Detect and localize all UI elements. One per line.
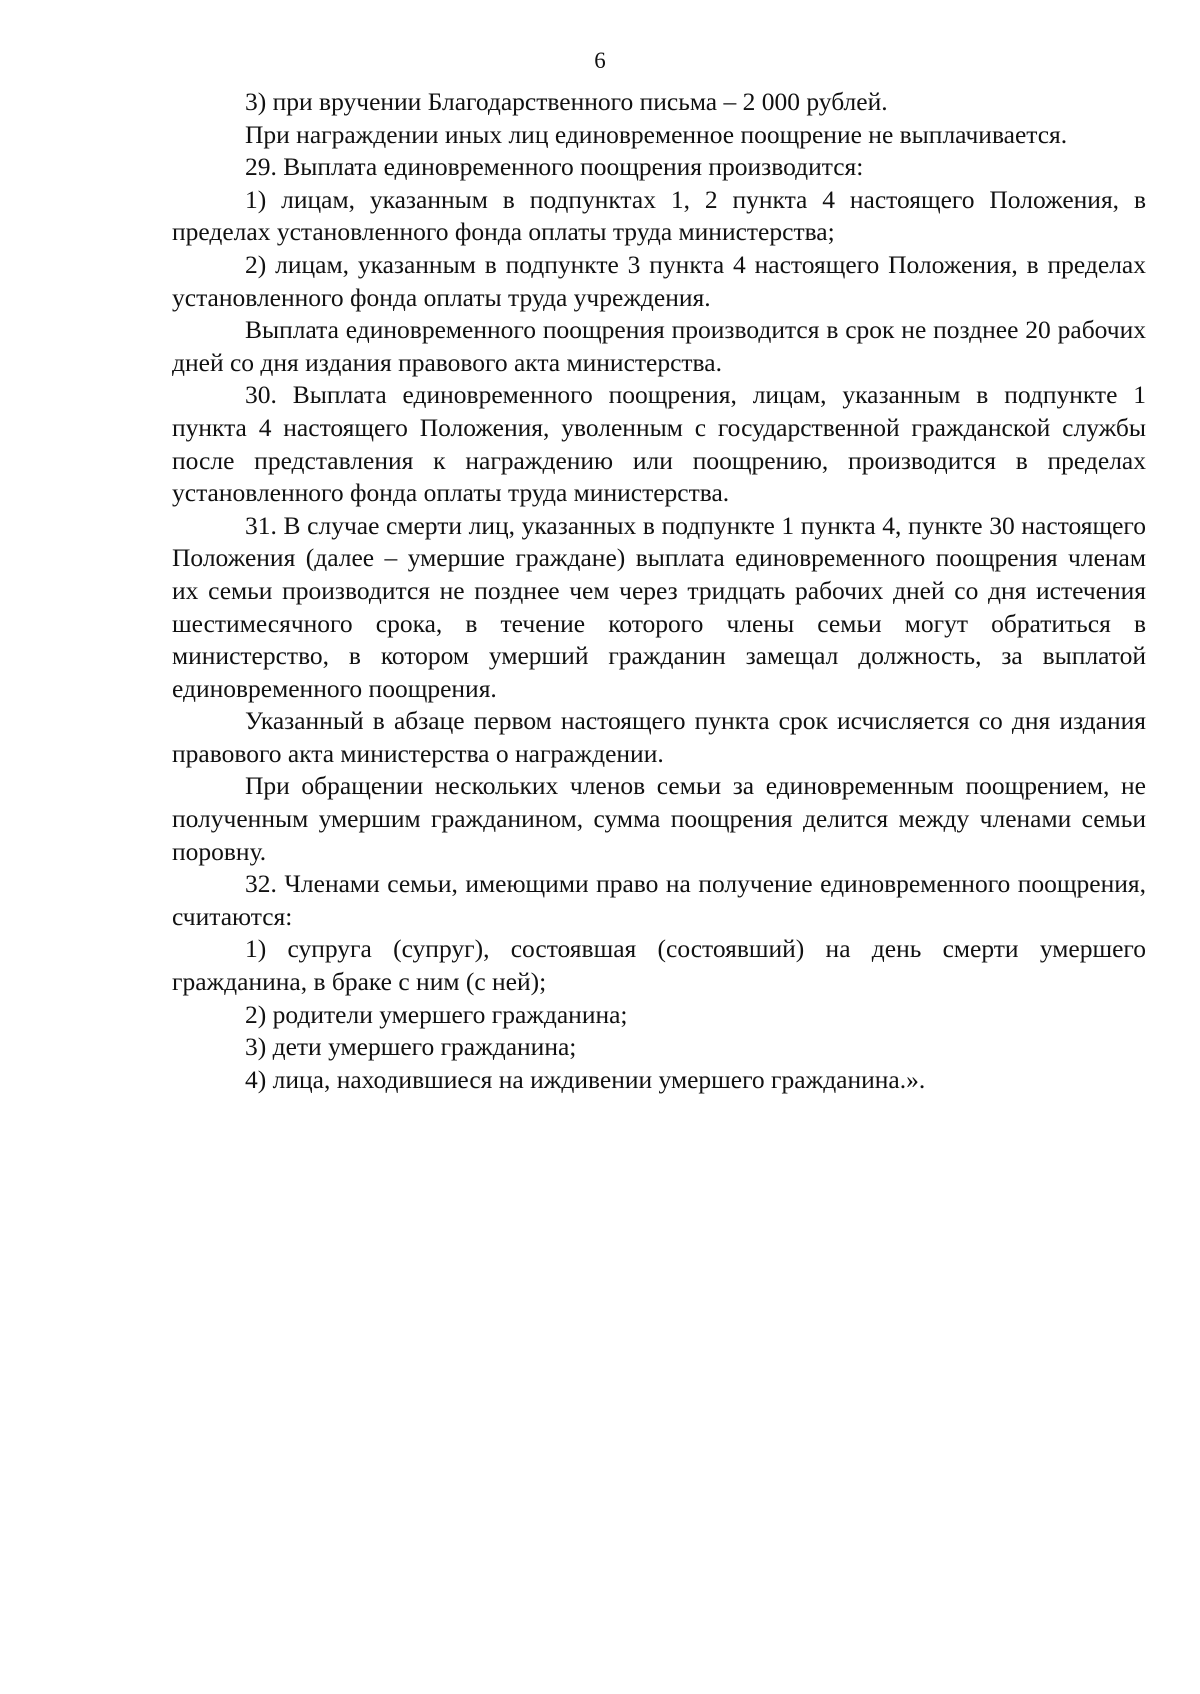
paragraph-other-persons: При награждении иных лиц единовременное поощрение не выплачивается. xyxy=(245,119,1068,149)
paragraph-award-letter-amount: 3) при вручении Благодарственного письма – 2 000 рублей. xyxy=(245,87,888,116)
paragraph-item-32-sub-4: 4) лица, находившиеся на иждивении умершего гражданина.». xyxy=(245,1064,926,1094)
paragraph-item-32: 32. Членами семьи, имеющими право на получение единовременного поощрения, считаются: xyxy=(172,869,1146,931)
page-number: 6 xyxy=(594,48,606,73)
paragraph-payment-deadline: Выплата единовременного поощрения производится в срок не позднее 20 рабочих дней со дня издания правового акта министерства. xyxy=(172,315,1146,377)
paragraph-item-29-sub-1: 1) лицам, указанным в подпунктах 1, 2 пункта 4 настоящего Положения, в пределах установленного фонда оплаты труда министерства; xyxy=(172,184,1146,247)
paragraph-item-29: 29. Выплата единовременного поощрения производится: xyxy=(245,152,864,182)
paragraph-item-32-sub-1: 1) супруга (супруг), состоявшая (состоявший) на день смерти умершего гражданина, в браке с ним (с ней); xyxy=(172,934,1146,997)
paragraph-item-32-sub-2: 2) родители умершего гражданина; xyxy=(245,999,628,1029)
document-body xyxy=(172,86,1146,1096)
paragraph-deadline-calculation: Указанный в абзаце первом настоящего пункта срок исчисляется со дня издания правового акта министерства о награждении. xyxy=(172,706,1146,768)
paragraph-item-32-sub-3: 3) дети умершего гражданина; xyxy=(245,1032,577,1062)
paragraph-multiple-members: При обращении нескольких членов семьи за единовременным поощрением, не полученным умершим гражданином, сумма поощрения делится между членами семьи поровну. xyxy=(172,771,1146,866)
paragraph-item-30: 30. Выплата единовременного поощрения, лицам, указанным в подпункте 1 пункта 4 настоящего Положения, уволенным с государственной гражданской службы после представления к награждению или поощрению, производится в пределах установленного фонда оплаты труда министерства. xyxy=(172,380,1146,508)
paragraph-item-31: 31. В случае смерти лиц, указанных в подпункте 1 пункта 4, пункте 30 настоящего Положения (далее – умершие граждане) выплата единовременного поощрения членам их семьи производится не позднее чем через тридцать рабочих дней со дня истечения шестимесячного срока, в течение которого члены семьи могут обратиться в министерство, в котором умерший гражданин замещал должность, за выплатой единовременного поощрения. xyxy=(172,510,1146,703)
paragraph-item-29-sub-2: 2) лицам, указанным в подпункте 3 пункта 4 настоящего Положения, в пределах установленного фонда оплаты труда учреждения. xyxy=(172,249,1146,312)
